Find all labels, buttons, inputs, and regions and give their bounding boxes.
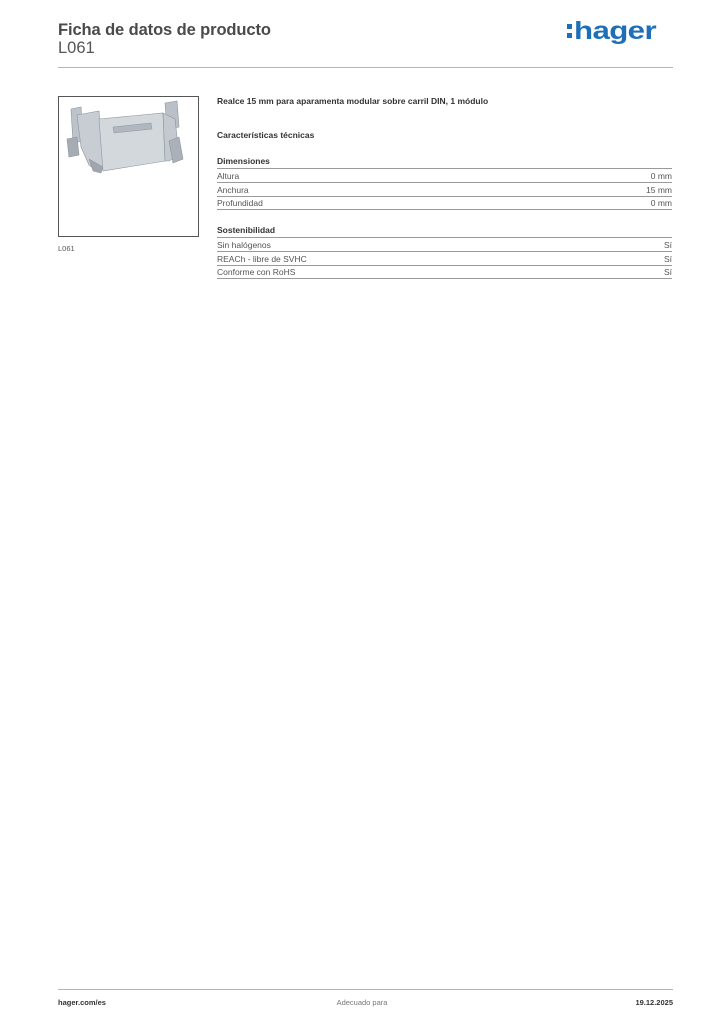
spec-label: Conforme con RoHS	[217, 267, 296, 277]
spec-value: Sí	[663, 267, 672, 277]
footer-suitable-for: Adecuado para	[336, 998, 388, 1007]
dimensions-section	[217, 156, 672, 210]
spec-label: REACh - libre de SVHC	[217, 254, 307, 264]
section-heading: Sostenibilidad	[217, 225, 276, 235]
spec-value: 15 mm	[646, 185, 672, 195]
footer-date: 19.12.2025	[635, 998, 673, 1007]
logo-text: hager	[574, 17, 657, 45]
spec-value: Sí	[663, 254, 672, 264]
spec-value: 0 mm	[650, 171, 672, 181]
image-caption: L061	[58, 244, 75, 253]
product-reference: L061	[58, 39, 95, 57]
product-image	[58, 96, 199, 237]
header-divider	[58, 67, 673, 68]
spec-row	[217, 168, 672, 182]
section-heading: Dimensiones	[217, 156, 270, 166]
spec-row	[217, 237, 672, 251]
spec-label: Sin halógenos	[217, 240, 271, 250]
spec-label: Anchura	[217, 185, 249, 195]
spec-row	[217, 265, 672, 279]
spec-label: Profundidad	[217, 198, 263, 208]
sustainability-section	[217, 225, 672, 279]
spec-label: Altura	[217, 171, 240, 181]
spec-row	[217, 196, 672, 210]
footer-divider	[58, 989, 673, 990]
spec-row	[217, 182, 672, 196]
spec-value: Sí	[663, 240, 672, 250]
hager-logo	[566, 16, 658, 48]
technical-characteristics-heading: Características técnicas	[217, 130, 315, 140]
din-rail-spacer-illustration	[59, 97, 198, 236]
spec-row	[217, 251, 672, 265]
spec-value: 0 mm	[650, 198, 672, 208]
product-description: Realce 15 mm para aparamenta modular sobre carril DIN, 1 módulo	[217, 96, 489, 106]
footer-website-link[interactable]: hager.com/es	[58, 998, 106, 1007]
page-title: Ficha de datos de producto	[58, 21, 271, 39]
